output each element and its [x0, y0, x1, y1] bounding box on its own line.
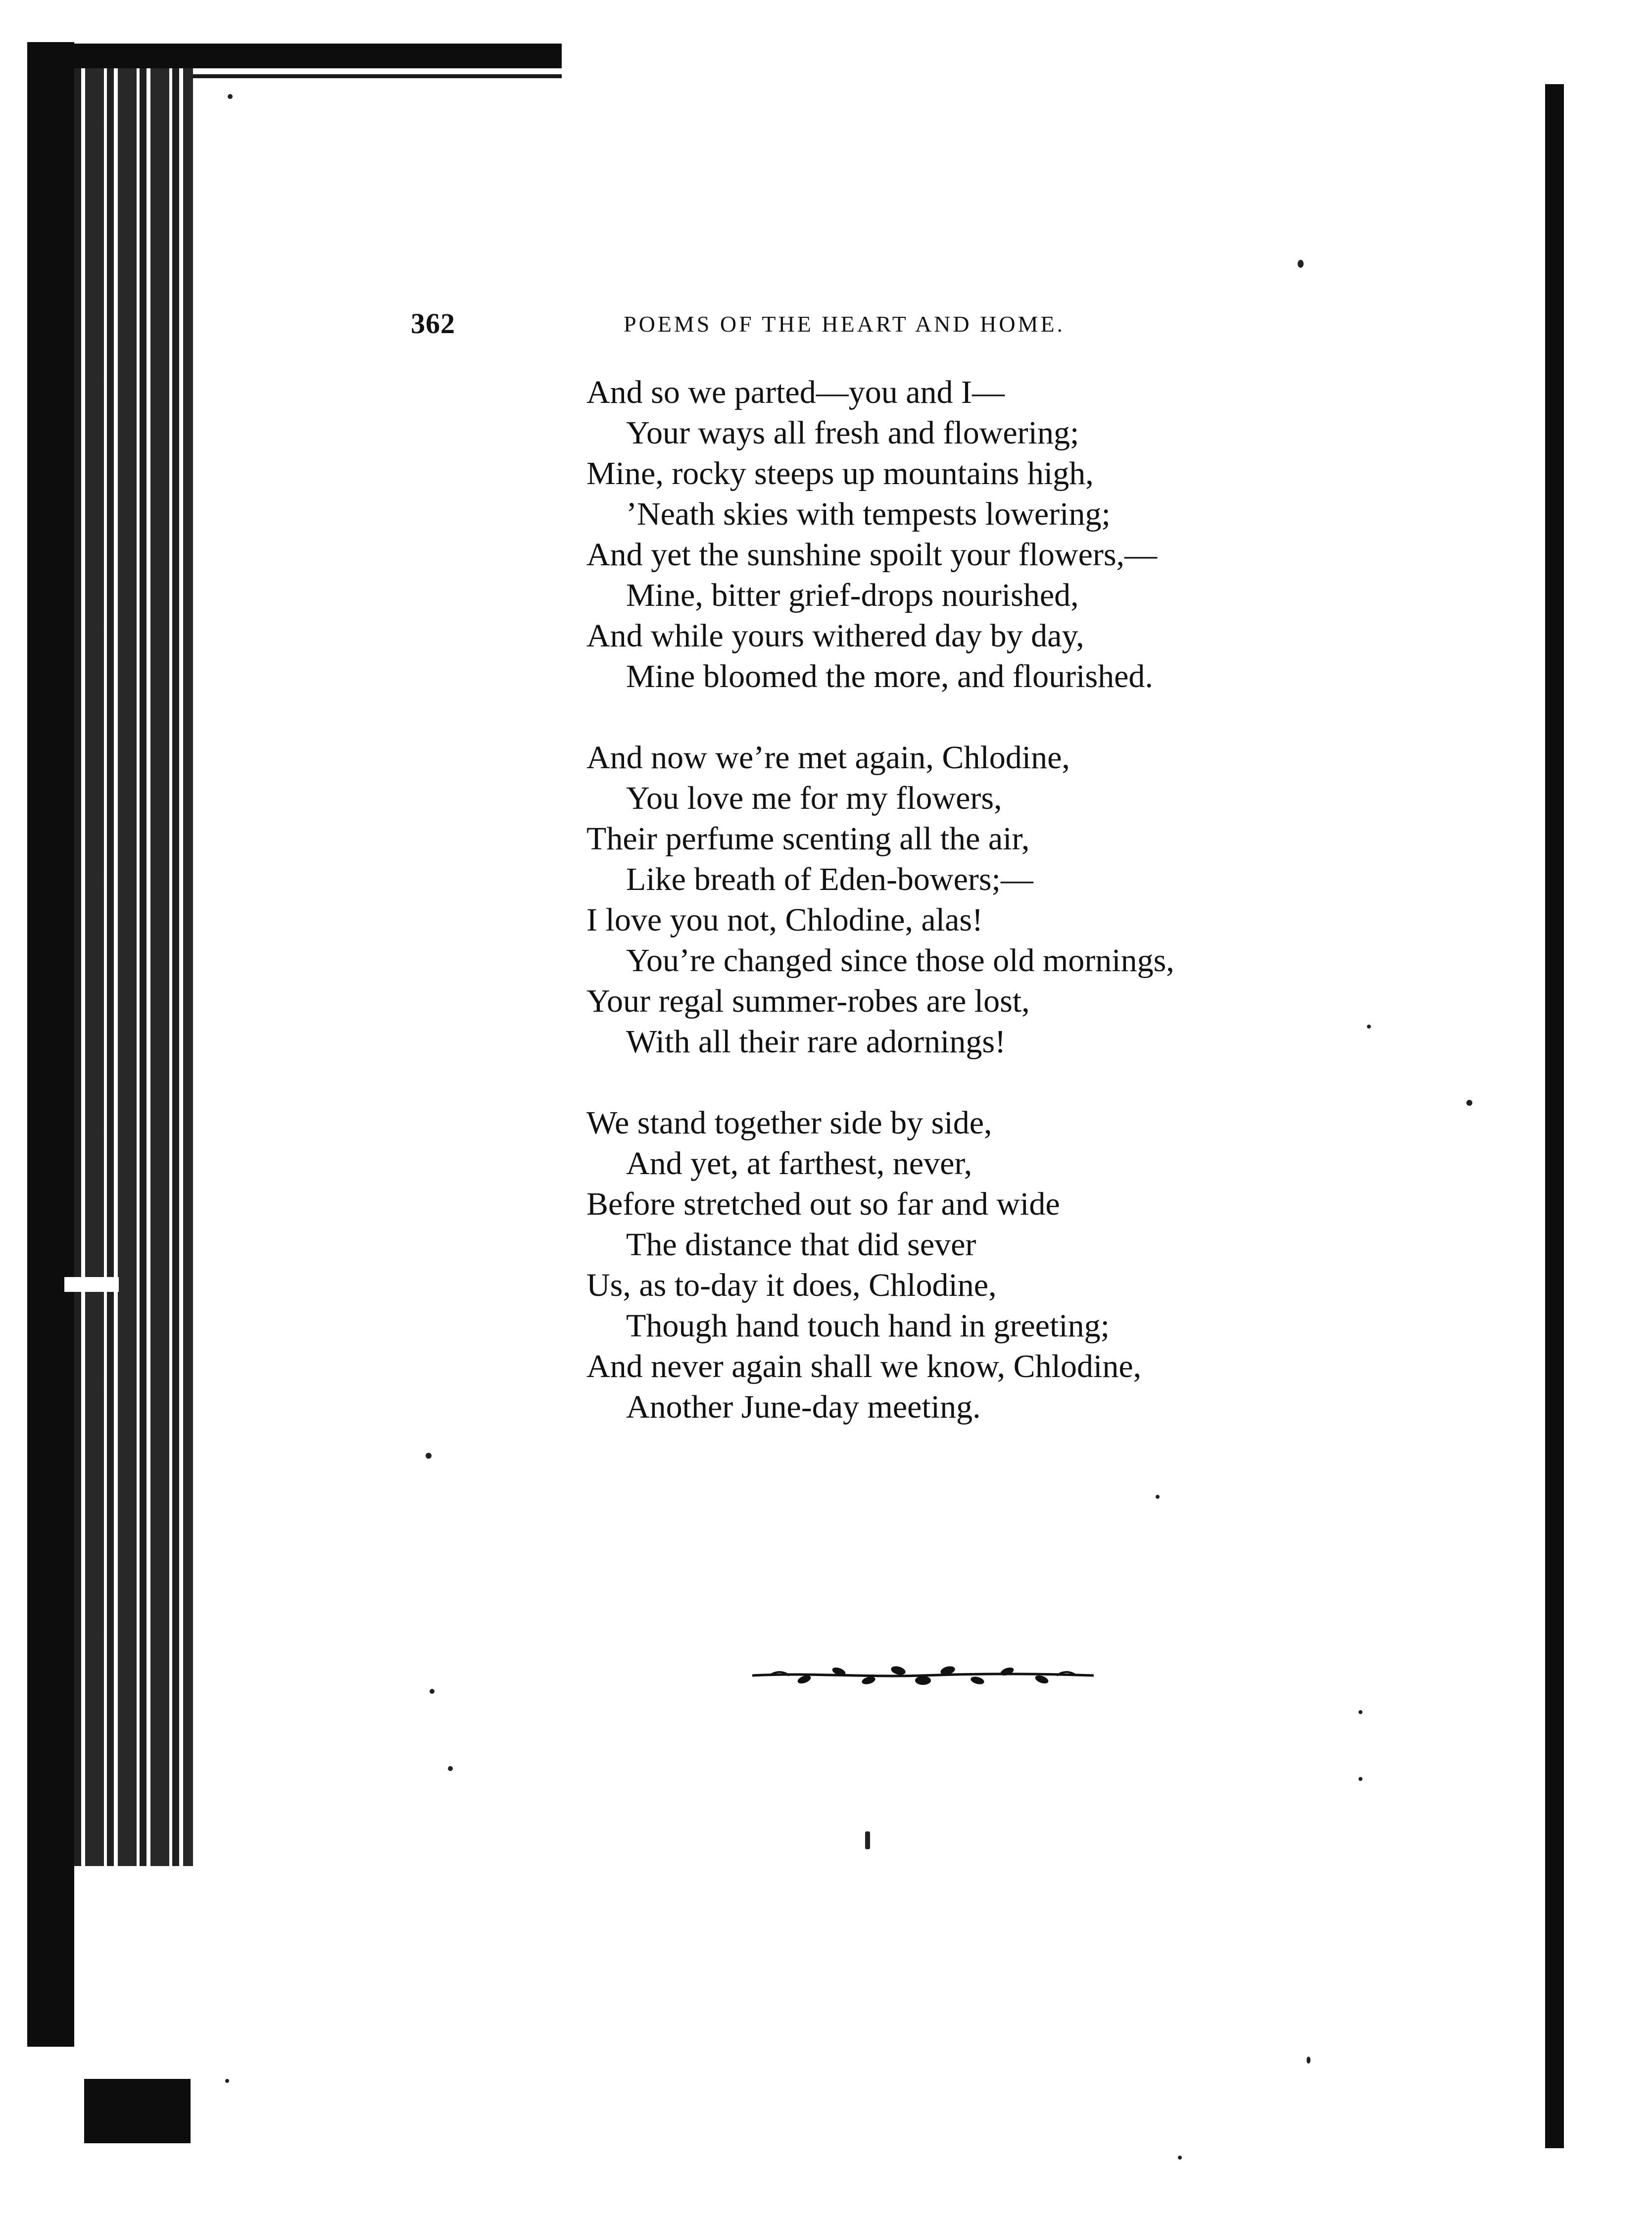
poem-line: Though hand touch hand in greeting;: [626, 1308, 1110, 1344]
scan-border-left-shadow: [74, 54, 193, 1866]
poem-line: Their perfume scenting all the air,: [586, 821, 1030, 857]
speck: [1178, 2156, 1182, 2160]
scan-border-gap: [64, 1277, 119, 1292]
poem-line: Your ways all fresh and flowering;: [626, 415, 1079, 451]
poem-line: You’re changed since those old mornings,: [626, 942, 1174, 979]
poem-line: Mine bloomed the more, and flourished.: [626, 658, 1153, 694]
poem-line: And yet the sunshine spoilt your flowers,—: [586, 537, 1158, 573]
poem-line: And now we’re met again, Chlodine,: [586, 739, 1070, 776]
speck: [865, 1831, 870, 1849]
running-header: [411, 307, 1252, 342]
poem-line: I love you not, Chlodine, alas!: [586, 902, 983, 938]
poem-line: ’Neath skies with tempests lowering;: [626, 496, 1111, 532]
poem-line: You love me for my flowers,: [626, 780, 1002, 816]
speck: [1466, 1100, 1472, 1106]
poem-body: [586, 372, 1527, 1468]
poem-line: With all their rare adornings!: [626, 1024, 1006, 1060]
stanza: [586, 738, 1527, 1062]
scan-border-top: [74, 44, 562, 68]
poem-line: Another June-day meeting.: [626, 1389, 981, 1425]
poem-line: Us, as to-day it does, Chlodine,: [586, 1267, 997, 1303]
speck: [1156, 1495, 1160, 1499]
scan-border-bottom: [84, 2079, 191, 2143]
speck: [1307, 2057, 1311, 2064]
poem-line: Mine, rocky steeps up mountains high,: [586, 455, 1094, 492]
poem-line: Before stretched out so far and wide: [586, 1186, 1060, 1222]
speck: [1359, 1777, 1362, 1781]
vine-ornament-graphic: [750, 1661, 1096, 1690]
scan-border-right: [1545, 84, 1564, 2148]
speck: [1367, 1025, 1371, 1029]
poem-line: Your regal summer-robes are lost,: [586, 983, 1030, 1019]
poem-line: Mine, bitter grief-drops nourished,: [626, 577, 1079, 613]
speck: [426, 1453, 432, 1459]
speck: [1298, 260, 1304, 268]
stanza: [586, 372, 1527, 697]
poem-line: We stand together side by side,: [586, 1105, 992, 1141]
running-title: POEMS OF THE HEART AND HOME.: [624, 311, 1066, 337]
poem-line: Like breath of Eden-bowers;—: [626, 861, 1033, 897]
speck: [1359, 1710, 1362, 1714]
speck: [225, 2079, 229, 2083]
speck: [228, 94, 233, 99]
vine-ornament-icon: [750, 1661, 1096, 1690]
speck: [448, 1766, 453, 1771]
poem-line: And yet, at farthest, never,: [626, 1145, 972, 1182]
poem-line: And while yours withered day by day,: [586, 618, 1084, 654]
scan-border-top-line: [193, 74, 562, 78]
speck: [430, 1689, 435, 1694]
stanza: [586, 1103, 1527, 1428]
poem-line: And so we parted—you and I—: [586, 374, 1005, 410]
poem-line: The distance that did sever: [626, 1227, 976, 1263]
poem-line: And never again shall we know, Chlodine,: [586, 1348, 1142, 1384]
page-number: 362: [411, 307, 455, 340]
scan-border-left: [27, 42, 74, 2047]
